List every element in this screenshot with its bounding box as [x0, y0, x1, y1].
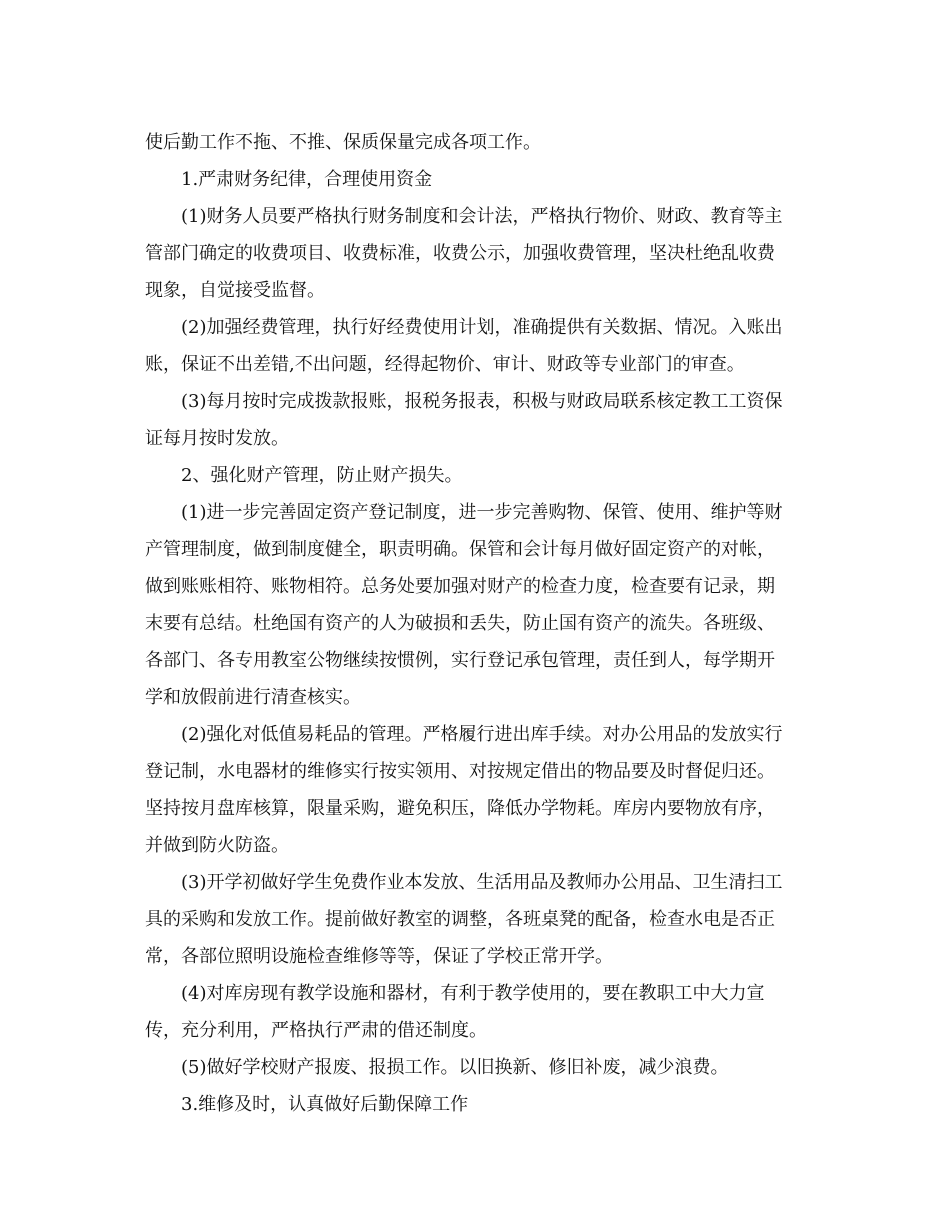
text-line: (2)强化对低值易耗品的管理。严格履行进出库手续。对办公用品的发放实行: [181, 724, 783, 745]
text-line: 证每月按时发放。: [145, 428, 289, 449]
text-line: 账，保证不出差错,不出问题，经得起物价、审计、财政等专业部门的审查。: [145, 354, 745, 375]
text-line: 末要有总结。杜绝国有资产的人为破损和丢失，防止国有资产的流失。各班级、: [145, 613, 775, 634]
text-line: 坚持按月盘库核算，限量采购，避免积压，降低办学物耗。库房内要物放有序，: [145, 798, 775, 819]
text-line: (1)进一步完善固定资产登记制度，进一步完善购物、保管、使用、维护等财: [181, 502, 783, 523]
text-line: (1)财务人员要严格执行财务制度和会计法，严格执行物价、财政、教育等主: [181, 206, 783, 227]
text-line: 登记制，水电器材的维修实行按实领用、对按规定借出的物品要及时督促归还。: [145, 761, 775, 782]
text-line: 产管理制度，做到制度健全，职责明确。保管和会计每月做好固定资产的对帐，: [145, 539, 775, 560]
text-line: (3)每月按时完成拨款报账，报税务报表，积极与财政局联系核定教工工资保: [181, 391, 783, 412]
text-line: (2)加强经费管理，执行好经费使用计划，准确提供有关数据、情况。入账出: [181, 317, 783, 338]
text-line: 各部门、各专用教室公物继续按惯例，实行登记承包管理，责任到人，每学期开: [145, 650, 775, 671]
text-line: 使后勤工作不拖、不推、保质保量完成各项工作。: [145, 132, 541, 153]
text-line: 具的采购和发放工作。提前做好教室的调整，各班桌凳的配备，检查水电是否正: [145, 909, 775, 930]
text-line: 现象，自觉接受监督。: [145, 280, 325, 301]
text-line: (4)对库房现有教学设施和器材，有利于教学使用的，要在教职工中大力宣: [181, 983, 765, 1004]
section-heading: 3.维修及时，认真做好后勤保障工作: [181, 1094, 469, 1115]
section-heading: 2、强化财产管理，防止财产损失。: [181, 465, 463, 486]
text-line: 传，充分利用，严格执行严肃的借还制度。: [145, 1020, 487, 1041]
text-line: 常，各部位照明设施检查维修等等，保证了学校正常开学。: [145, 946, 613, 967]
text-line: 做到账账相符、账物相符。总务处要加强对财产的检查力度，检查要有记录，期: [145, 576, 775, 597]
text-line: (3)开学初做好学生免费作业本发放、生活用品及教师办公用品、卫生清扫工: [181, 872, 783, 893]
text-line: 并做到防火防盗。: [145, 835, 289, 856]
section-heading: 1.严肃财务纪律，合理使用资金: [181, 169, 433, 190]
text-line: (5)做好学校财产报废、报损工作。以旧换新、修旧补废，减少浪费。: [181, 1057, 729, 1078]
text-line: 管部门确定的收费项目、收费标准，收费公示，加强收费管理，坚决杜绝乱收费: [145, 243, 775, 264]
text-line: 学和放假前进行清查核实。: [145, 687, 361, 708]
